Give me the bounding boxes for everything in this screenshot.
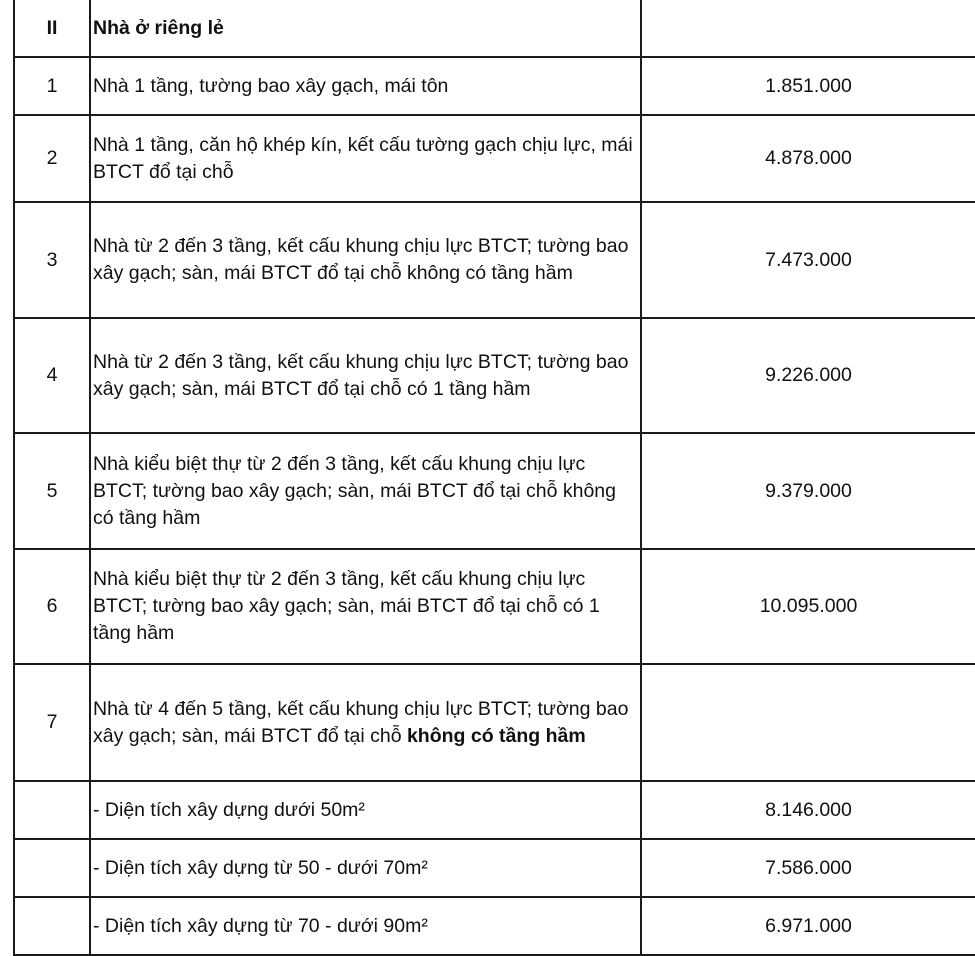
row-number: 7 (14, 664, 90, 781)
table-row (14, 202, 975, 318)
row-description: - Diện tích xây dựng dưới 50m² (90, 781, 641, 839)
row-description: Nhà kiểu biệt thự từ 2 đến 3 tầng, kết cấu khung chịu lực BTCT; tường bao xây gạch; sàn, mái BTCT đổ tại chỗ không có tầng hầm (90, 433, 641, 549)
table-row (14, 57, 975, 115)
row-number: 1 (14, 57, 90, 115)
table-row (14, 781, 975, 839)
table-row (14, 549, 975, 664)
table-row (14, 318, 975, 433)
section-number: II (14, 0, 90, 57)
row-number (14, 781, 90, 839)
row-number: 2 (14, 115, 90, 202)
table-row (14, 897, 975, 955)
row-price: 7.586.000 (641, 839, 975, 897)
row-price: 7.473.000 (641, 202, 975, 318)
section-title: Nhà ở riêng lẻ (90, 0, 641, 57)
row-description: Nhà 1 tầng, tường bao xây gạch, mái tôn (90, 57, 641, 115)
row-description: Nhà từ 2 đến 3 tầng, kết cấu khung chịu lực BTCT; tường bao xây gạch; sàn, mái BTCT đổ tại chỗ có 1 tầng hầm (90, 318, 641, 433)
row-description-emphasis: không có tầng hầm (406, 724, 586, 747)
row-price: 6.971.000 (641, 897, 975, 955)
row-description: - Diện tích xây dựng từ 70 - dưới 90m² (90, 897, 641, 955)
row-price: 9.379.000 (641, 433, 975, 549)
row-number: 4 (14, 318, 90, 433)
row-price (641, 664, 975, 781)
row-price: 1.851.000 (641, 57, 975, 115)
row-description: Nhà từ 2 đến 3 tầng, kết cấu khung chịu lực BTCT; tường bao xây gạch; sàn, mái BTCT đổ tại chỗ không có tầng hầm (90, 202, 641, 318)
table-row (14, 664, 975, 781)
row-description (90, 664, 641, 781)
table-row (14, 839, 975, 897)
row-price: 8.146.000 (641, 781, 975, 839)
row-description: Nhà kiểu biệt thự từ 2 đến 3 tầng, kết cấu khung chịu lực BTCT; tường bao xây gạch; sàn, mái BTCT đổ tại chỗ có 1 tầng hầm (90, 549, 641, 664)
row-number (14, 839, 90, 897)
table-header-row (14, 0, 975, 57)
row-number: 6 (14, 549, 90, 664)
row-price: 9.226.000 (641, 318, 975, 433)
row-number: 5 (14, 433, 90, 549)
row-description: - Diện tích xây dựng từ 50 - dưới 70m² (90, 839, 641, 897)
row-description: Nhà 1 tầng, căn hộ khép kín, kết cấu tường gạch chịu lực, mái BTCT đổ tại chỗ (90, 115, 641, 202)
table-row (14, 115, 975, 202)
section-value (641, 0, 975, 57)
row-price: 4.878.000 (641, 115, 975, 202)
row-price: 10.095.000 (641, 549, 975, 664)
row-description-plain: Nhà từ 4 đến 5 tầng, kết cấu khung chịu lực BTCT; tường bao xây gạch; sàn, mái BTCT đổ tại chỗ (93, 697, 629, 747)
row-number: 3 (14, 202, 90, 318)
price-table (13, 0, 975, 956)
table-row (14, 433, 975, 549)
row-number (14, 897, 90, 955)
